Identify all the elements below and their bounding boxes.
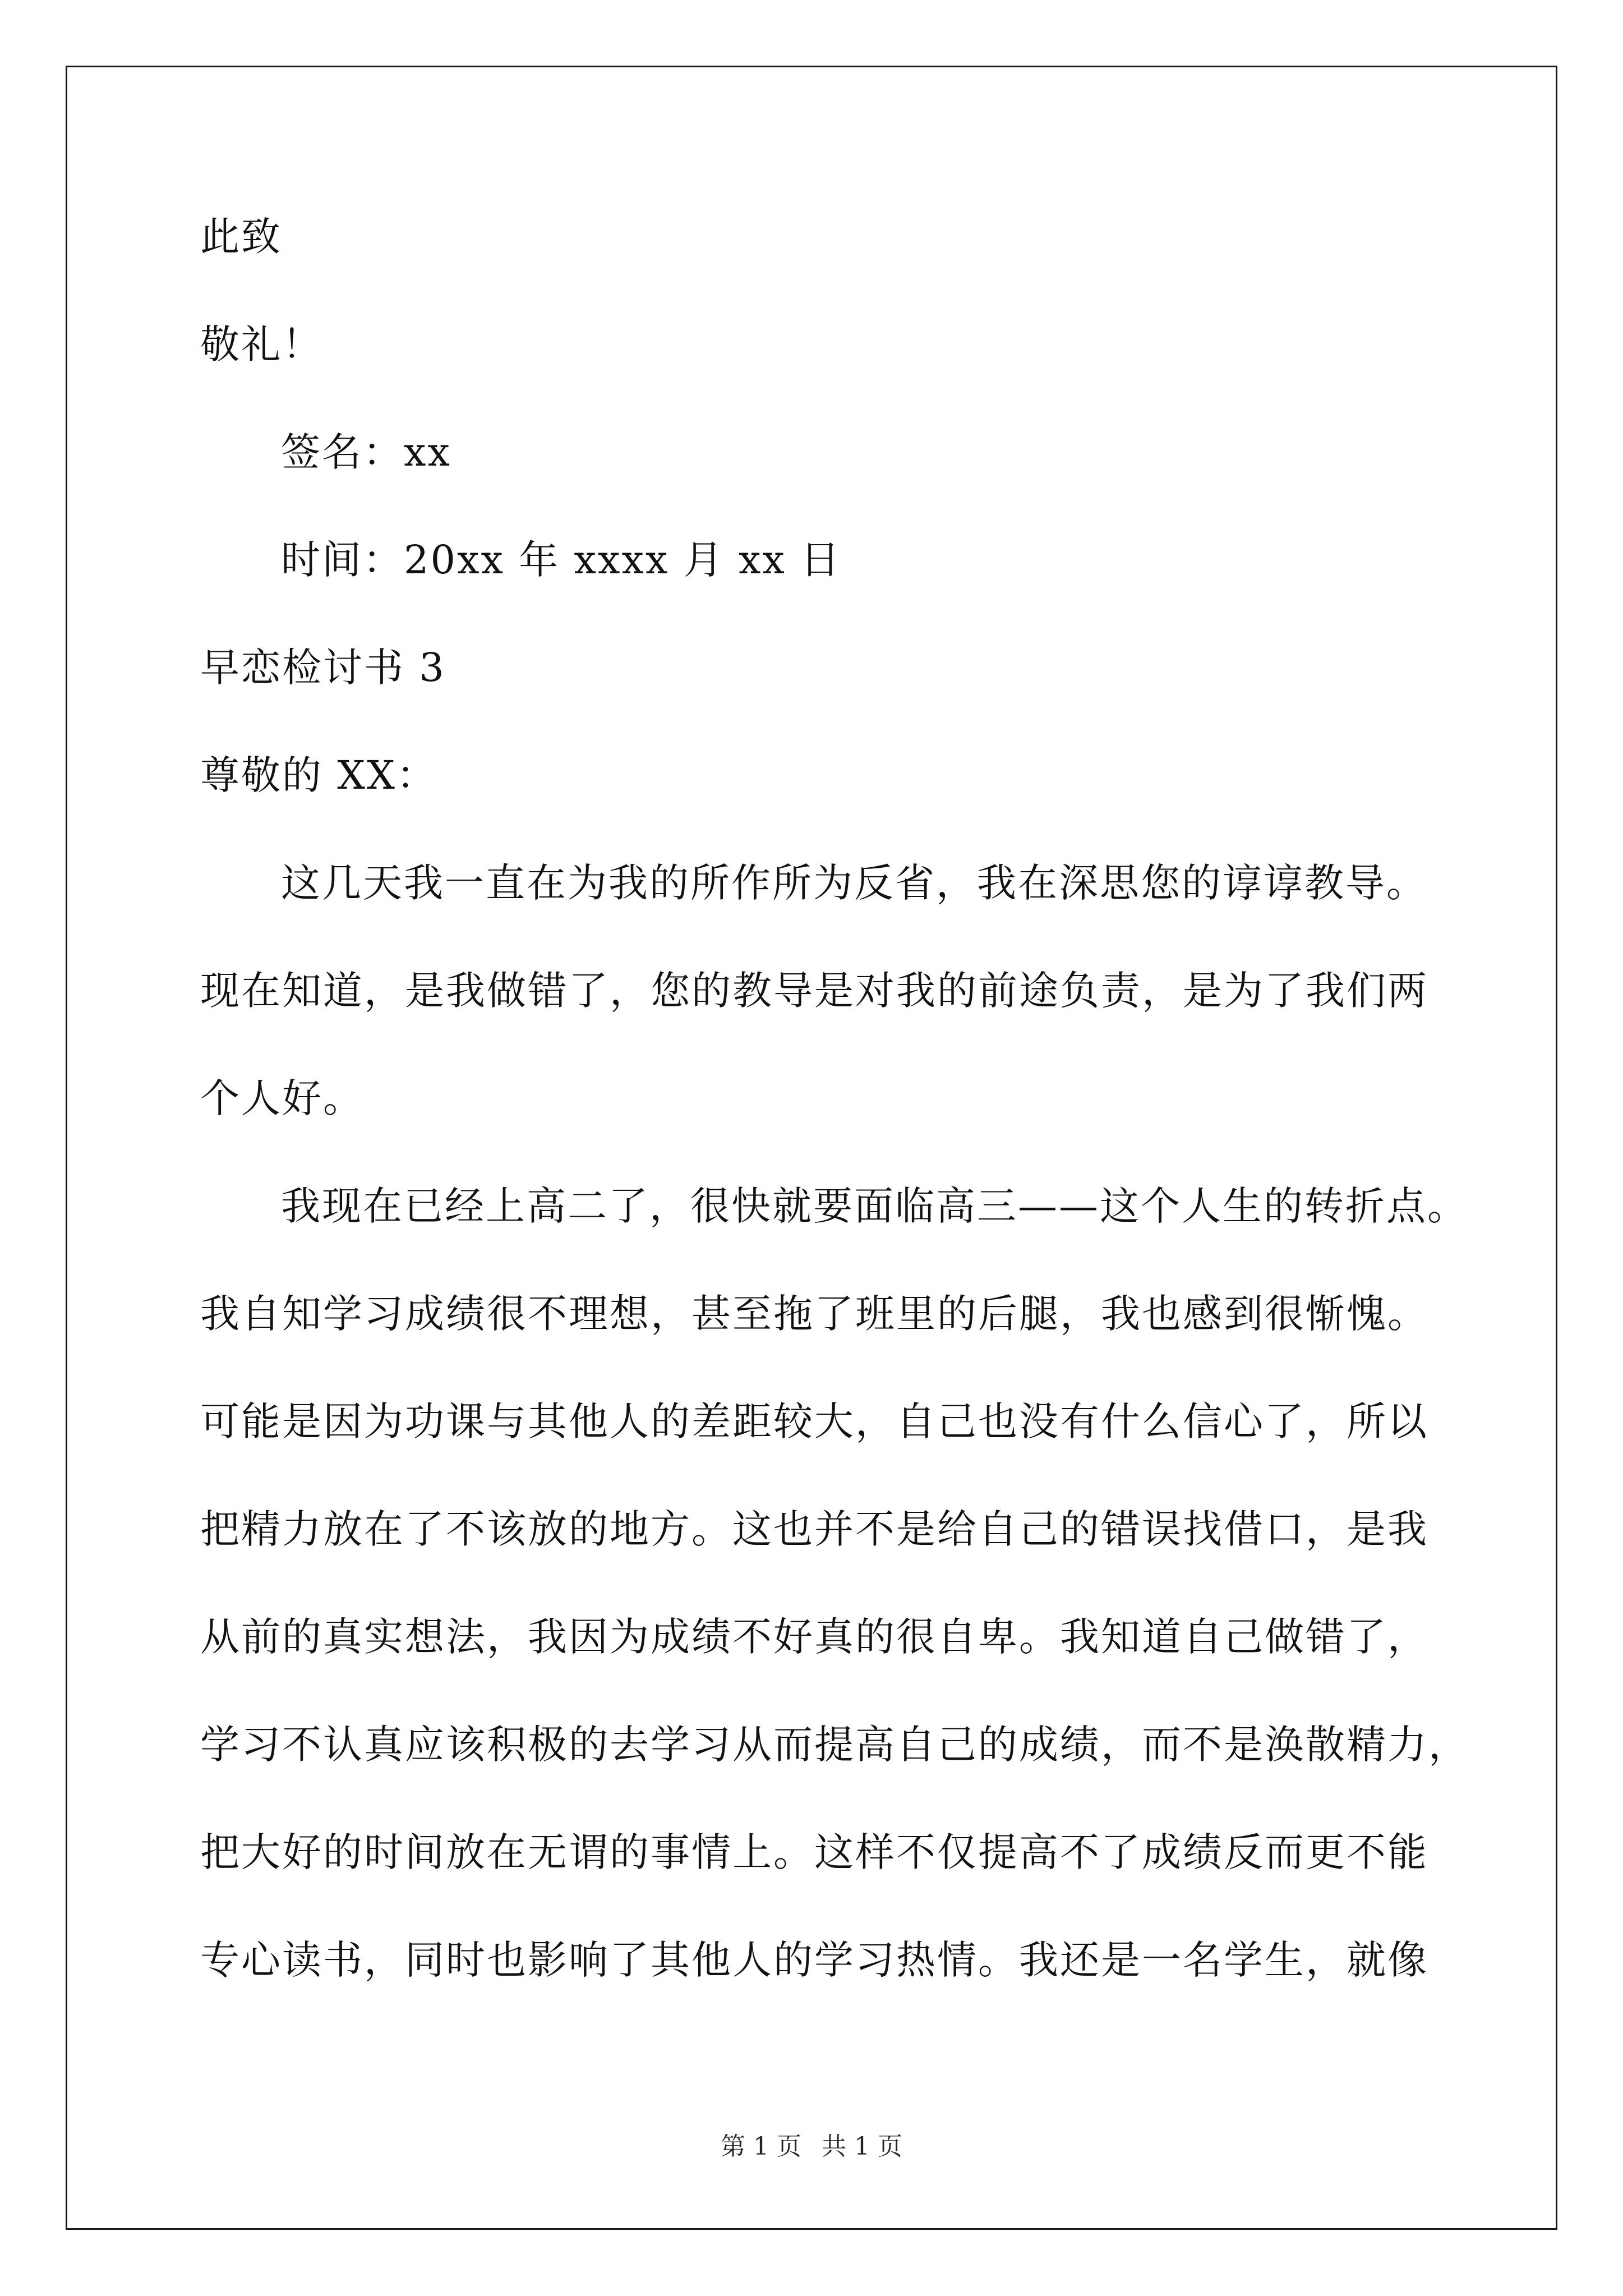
page-border bbox=[66, 66, 1557, 2230]
paragraph-line: 专心读书，同时也影响了其他人的学习热情。我还是一名学生，就像 bbox=[200, 1937, 1428, 1983]
paragraph-line: 我现在已经上高二了，很快就要面临高三——这个人生的转折点。 bbox=[281, 1183, 1468, 1229]
paragraph-line: 把精力放在了不该放的地方。这也并不是给自己的错误找借口，是我 bbox=[200, 1506, 1428, 1552]
page-total: 共 1 页 bbox=[822, 2132, 902, 2161]
closing-regards: 敬礼！ bbox=[200, 321, 323, 367]
paragraph-line: 我自知学习成绩很不理想，甚至拖了班里的后腿，我也感到很惭愧。 bbox=[200, 1291, 1428, 1337]
paragraph-line: 可能是因为功课与其他人的差距较大，自己也没有什么信心了，所以 bbox=[200, 1398, 1428, 1444]
paragraph-line: 现在知道，是我做错了，您的教导是对我的前途负责，是为了我们两 bbox=[200, 968, 1428, 1014]
paragraph-line: 从前的真实想法，我因为成绩不好真的很自卑。我知道自己做错了， bbox=[200, 1614, 1428, 1660]
closing-salutation: 此致 bbox=[200, 214, 282, 260]
page-number: 第 1 页 bbox=[721, 2132, 801, 2161]
date-line: 时间：20xx 年 xxxx 月 xx 日 bbox=[281, 537, 842, 583]
paragraph-line: 把大好的时间放在无谓的事情上。这样不仅提高不了成绩反而更不能 bbox=[200, 1829, 1428, 1875]
signature-line: 签名：xx bbox=[281, 429, 451, 475]
page-footer bbox=[0, 2126, 1623, 2162]
paragraph-line: 学习不认真应该积极的去学习从而提高自己的成绩，而不是涣散精力， bbox=[200, 1722, 1469, 1768]
paragraph-line: 这几天我一直在为我的所作所为反省，我在深思您的谆谆教导。 bbox=[281, 860, 1427, 906]
greeting: 尊敬的 XX： bbox=[200, 752, 437, 798]
paragraph-line: 个人好。 bbox=[200, 1075, 364, 1121]
section-title: 早恋检讨书 3 bbox=[200, 645, 446, 691]
